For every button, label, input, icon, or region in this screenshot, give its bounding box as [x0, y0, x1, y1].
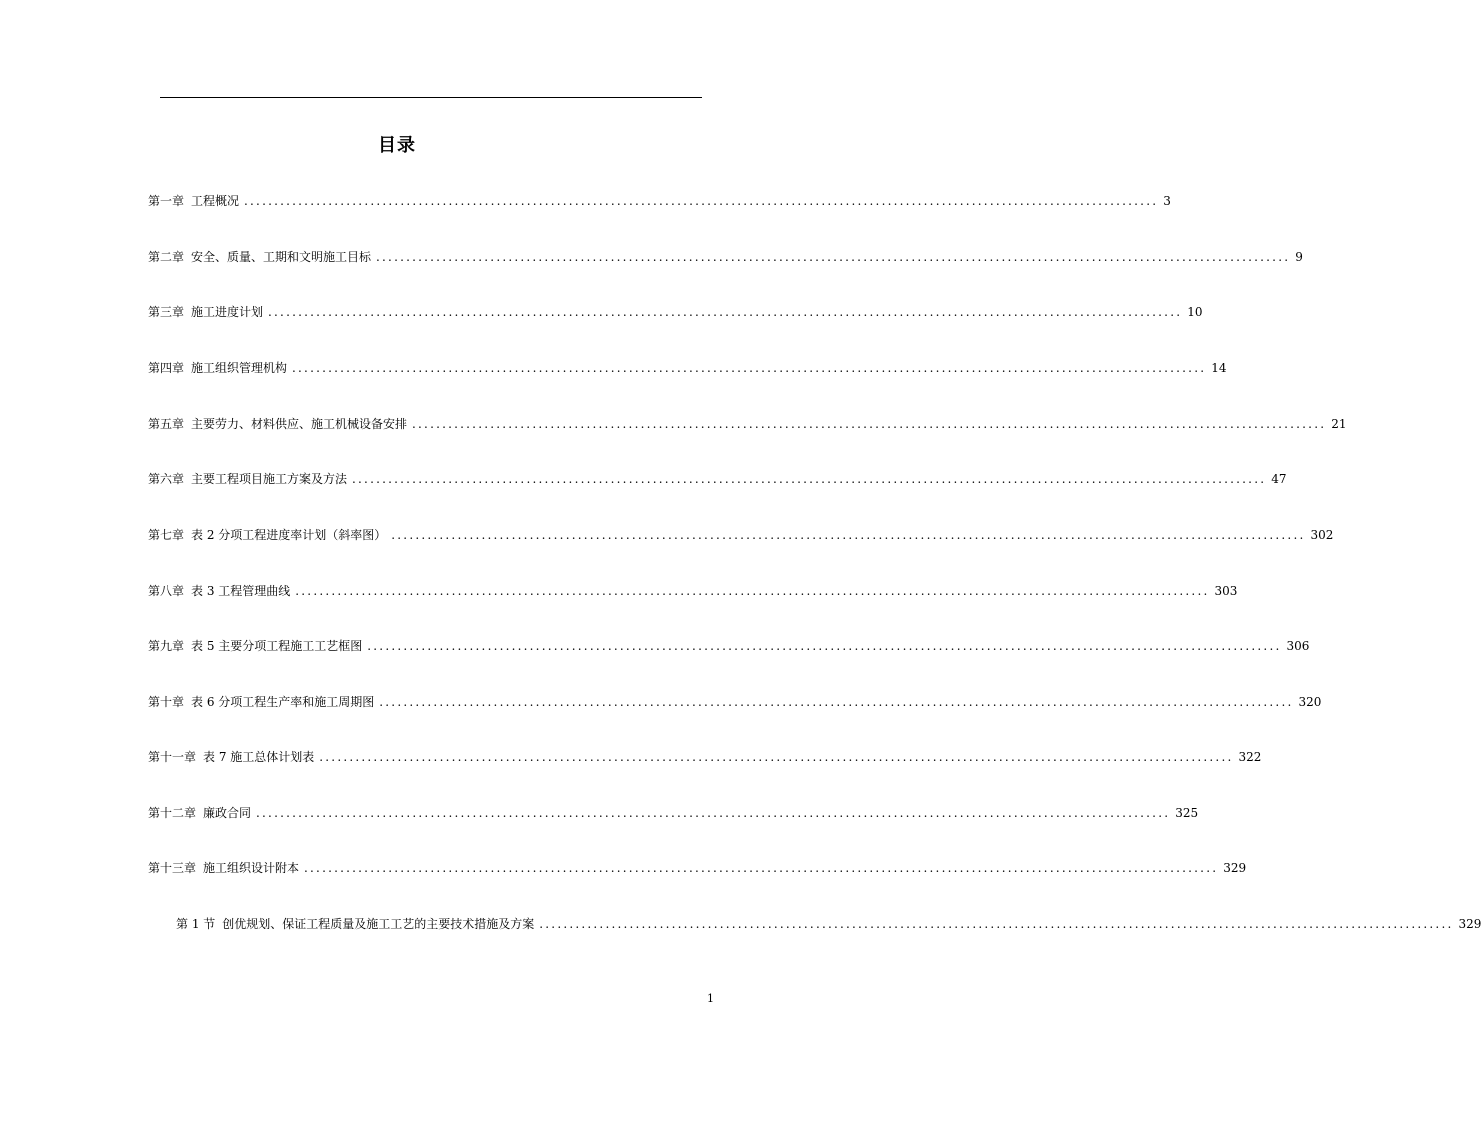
toc-entry[interactable]: [148, 859, 1247, 877]
toc-dot-leader: ........................................................................................................................................................: [292, 361, 1207, 375]
toc-page-number: 329: [1223, 861, 1247, 875]
toc-chapter: 第四章: [148, 361, 185, 375]
toc-chapter: 第十二章: [148, 806, 197, 820]
toc-chapter-title: 表 2 分项工程进度率计划（斜率图）: [191, 528, 387, 542]
toc-chapter: 第十三章: [148, 861, 197, 875]
toc-chapter-title: 安全、质量、工期和文明施工目标: [191, 250, 372, 264]
toc-entry[interactable]: [148, 748, 1262, 766]
toc-dot-leader: ........................................................................................................................................................: [379, 695, 1294, 709]
toc-entry-label: [148, 582, 290, 600]
toc-page-number: 303: [1214, 584, 1238, 598]
toc-entry-label: [148, 359, 287, 377]
toc-dot-leader: ........................................................................................................................................................: [256, 806, 1171, 820]
toc-entry[interactable]: [148, 526, 1334, 544]
toc-dot-leader: ........................................................................................................................................................: [352, 472, 1267, 486]
toc-chapter: 第九章: [148, 639, 185, 653]
toc-chapter: 第十一章: [148, 750, 197, 764]
toc-chapter-title: 廉政合同: [203, 806, 252, 820]
toc-entry[interactable]: [148, 470, 1287, 488]
toc-dot-leader: ........................................................................................................................................................: [304, 861, 1219, 875]
toc-dot-leader: ........................................................................................................................................................: [367, 639, 1282, 653]
toc-dot-leader: ........................................................................................................................................................: [539, 917, 1454, 931]
toc-chapter-title: 施工组织设计附本: [203, 861, 300, 875]
toc-entry-label: [176, 915, 534, 933]
toc-dot-leader: ........................................................................................................................................................: [412, 417, 1327, 431]
toc-entry-label: [148, 470, 347, 488]
toc-chapter-title: 施工组织管理机构: [191, 361, 288, 375]
toc-page-number: 3: [1163, 194, 1171, 208]
toc-page-number: 302: [1310, 528, 1334, 542]
toc-section-title: 创优规划、保证工程质量及施工工艺的主要技术措施及方案: [222, 917, 535, 931]
toc-chapter: 第六章: [148, 472, 185, 486]
toc-entry-label: [148, 748, 314, 766]
toc-page-number: 325: [1175, 806, 1199, 820]
toc-chapter: 第二章: [148, 250, 185, 264]
toc-entry[interactable]: [148, 693, 1322, 711]
toc-entry-label: [148, 526, 386, 544]
toc-entry-label: [148, 415, 407, 433]
toc-chapter-title: 表 7 施工总体计划表: [203, 750, 315, 764]
toc-entry[interactable]: [148, 192, 1171, 210]
toc-entry[interactable]: [176, 915, 1481, 933]
toc-page-number: 21: [1331, 417, 1347, 431]
toc-chapter: 第一章: [148, 194, 185, 208]
toc-entry-label: [148, 192, 239, 210]
toc-page-number: 322: [1238, 750, 1262, 764]
toc-entry[interactable]: [148, 637, 1310, 655]
toc-page-number: 306: [1286, 639, 1310, 653]
toc-chapter-title: 工程概况: [191, 194, 240, 208]
toc-chapter-title: 表 6 分项工程生产率和施工周期图: [191, 695, 375, 709]
toc-entry-label: [148, 693, 374, 711]
toc-dot-leader: ........................................................................................................................................................: [268, 305, 1183, 319]
toc-entry[interactable]: [148, 303, 1203, 321]
toc-chapter-title: 主要工程项目施工方案及方法: [191, 472, 348, 486]
toc-entry[interactable]: [148, 248, 1303, 266]
toc-page-number: 14: [1211, 361, 1227, 375]
toc-chapter: 第八章: [148, 584, 185, 598]
toc-dot-leader: ........................................................................................................................................................: [319, 750, 1234, 764]
toc-dot-leader: ........................................................................................................................................................: [295, 584, 1210, 598]
toc-dot-leader: ........................................................................................................................................................: [391, 528, 1306, 542]
toc-dot-leader: ........................................................................................................................................................: [244, 194, 1159, 208]
toc-chapter: 第五章: [148, 417, 185, 431]
toc-title: 目录: [378, 135, 416, 156]
toc-chapter: 第七章: [148, 528, 185, 542]
toc-entry-label: [148, 804, 251, 822]
toc-page-number: 47: [1271, 472, 1287, 486]
toc-page-number: 320: [1298, 695, 1322, 709]
toc-chapter-title: 主要劳力、材料供应、施工机械设备安排: [191, 417, 408, 431]
toc-page-number: 10: [1187, 305, 1203, 319]
toc-entry-label: [148, 859, 299, 877]
toc-chapter: 第三章: [148, 305, 185, 319]
toc-chapter-title: 表 5 主要分项工程施工工艺框图: [191, 639, 363, 653]
toc-entry[interactable]: [148, 582, 1238, 600]
toc-chapter-title: 表 3 工程管理曲线: [191, 584, 291, 598]
page-footer-number: 1: [707, 992, 714, 1005]
toc-entry-label: [148, 248, 371, 266]
toc-entry-label: [148, 303, 263, 321]
toc-chapter-title: 施工进度计划: [191, 305, 264, 319]
toc-entry[interactable]: [148, 804, 1199, 822]
toc-page-number: 9: [1295, 250, 1303, 264]
toc-entry[interactable]: [148, 359, 1227, 377]
toc-page-number: 329: [1458, 917, 1481, 931]
toc-entry[interactable]: [148, 415, 1347, 433]
toc-entry-label: [148, 637, 362, 655]
toc-chapter: 第十章: [148, 695, 185, 709]
toc-dot-leader: ........................................................................................................................................................: [376, 250, 1291, 264]
toc-section: 第 1 节: [176, 917, 216, 931]
